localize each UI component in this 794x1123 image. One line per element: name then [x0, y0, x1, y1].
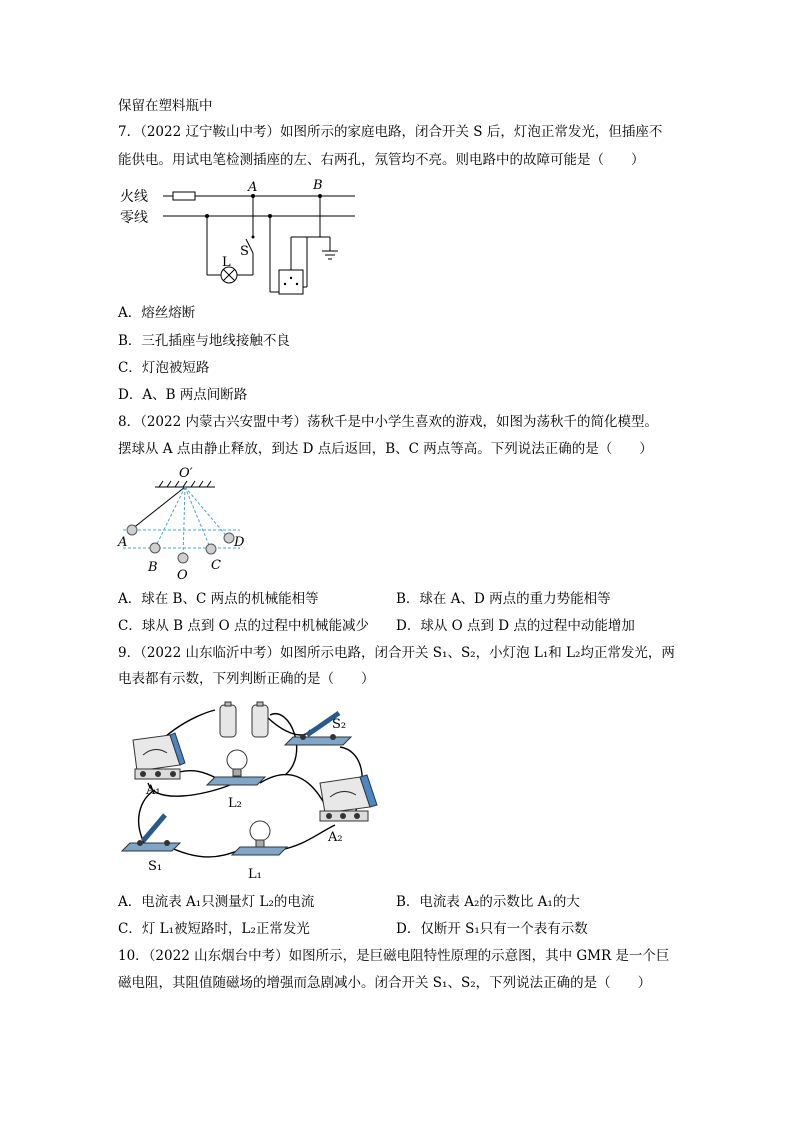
q9-line-2: 电表都有示数，下列判断正确的是（ ）	[118, 671, 375, 687]
live-wire-label: 火线	[120, 189, 148, 205]
s2-label: S₂	[332, 717, 347, 732]
fuse-icon	[173, 192, 195, 200]
q7-option-d: D．A、B 两点间断路	[118, 387, 248, 403]
q8-pendulum-diagram	[115, 465, 255, 585]
ball-d	[224, 533, 234, 543]
q9-option-a: A．电流表 A₁只测量灯 L₂的电流	[118, 894, 315, 910]
q7-option-c: C．灯泡被短路	[118, 360, 210, 376]
s1-label: S₁	[148, 859, 163, 874]
q7-line-2: 能供电。用试电笔检测插座的左、右两孔，氖管均不亮。则电路中的故障可能是（ ）	[118, 152, 645, 168]
a2-label: A₂	[328, 830, 343, 845]
lamp-label: L	[222, 255, 231, 270]
q8-option-b: B．球在 A、D 两点的重力势能相等	[396, 591, 611, 607]
socket-icon	[279, 270, 303, 294]
q9-option-c: C．灯 L₁被短路时，L₂正常发光	[118, 921, 310, 937]
q8-line-2: 摆球从 A 点由静止释放，到达 D 点后返回，B、C 两点等高。下列说法正确的是（ ）	[118, 441, 653, 457]
point-b-label: B	[313, 178, 323, 193]
q8-option-d: D．球从 O 点到 D 点的过程中动能增加	[396, 618, 635, 634]
point-d-label: D	[234, 535, 245, 550]
q8-option-c: C．球从 B 点到 O 点的过程中机械能减少	[118, 618, 369, 634]
ammeter-a1-icon	[133, 733, 185, 779]
l1-label: L₁	[248, 867, 262, 882]
l2-label: L₂	[228, 796, 242, 811]
point-b-label: B	[148, 560, 158, 575]
neutral-wire-label: 零线	[120, 210, 148, 226]
q8-line-1: 8．（2022 内蒙古兴安盟中考）荡秋千是中小学生喜欢的游戏，如图为荡秋千的简化模型。	[118, 414, 658, 430]
q9-circuit-diagram	[115, 695, 395, 890]
ball-b	[150, 543, 160, 553]
q7-option-a: A．熔丝熔断	[118, 305, 196, 321]
pivot-label: O′	[179, 466, 193, 481]
q7-option-b: B．三孔插座与地线接触不良	[118, 333, 290, 349]
ball-c	[206, 544, 216, 554]
point-a-label: A	[118, 535, 128, 550]
ammeter-a2-icon	[320, 775, 377, 821]
q10-line-1: 10．（2022 山东烟台中考）如图所示，是巨磁电阻特性原理的示意图，其中 GMR 是一个巨	[118, 948, 670, 964]
q8-option-a: A．球在 B、C 两点的机械能相等	[118, 591, 319, 607]
q7-circuit-diagram	[115, 175, 365, 305]
ball-o	[178, 553, 188, 563]
switch-label: S	[240, 244, 249, 259]
intro-line: 保留在塑料瓶中	[118, 98, 213, 114]
q9-line-1: 9．（2022 山东临沂中考）如图所示电路，闭合开关 S₁、S₂，小灯泡 L₁和 L₂均正常发光，两	[118, 645, 675, 661]
point-c-label: C	[211, 558, 221, 573]
q7-line-1: 7．（2022 辽宁鞍山中考）如图所示的家庭电路，闭合开关 S 后，灯泡正常发光，但插座不	[118, 124, 663, 140]
battery-icon	[220, 702, 268, 737]
bulb-l1-icon	[232, 821, 287, 855]
a1-label: A₁	[146, 783, 161, 798]
point-o-label: O	[177, 568, 188, 583]
point-a-label: A	[248, 180, 258, 195]
ball-a	[127, 525, 137, 535]
switch-s1-icon	[122, 815, 180, 851]
bulb-l2-icon	[207, 750, 265, 785]
q10-line-2: 磁电阻，其阻值随磁场的增强而急剧减小。闭合开关 S₁、S₂，下列说法正确的是（ ）	[118, 975, 652, 991]
q9-option-b: B．电流表 A₂的示数比 A₁的大	[396, 894, 580, 910]
q9-option-d: D．仅断开 S₁只有一个表有示数	[396, 921, 588, 937]
